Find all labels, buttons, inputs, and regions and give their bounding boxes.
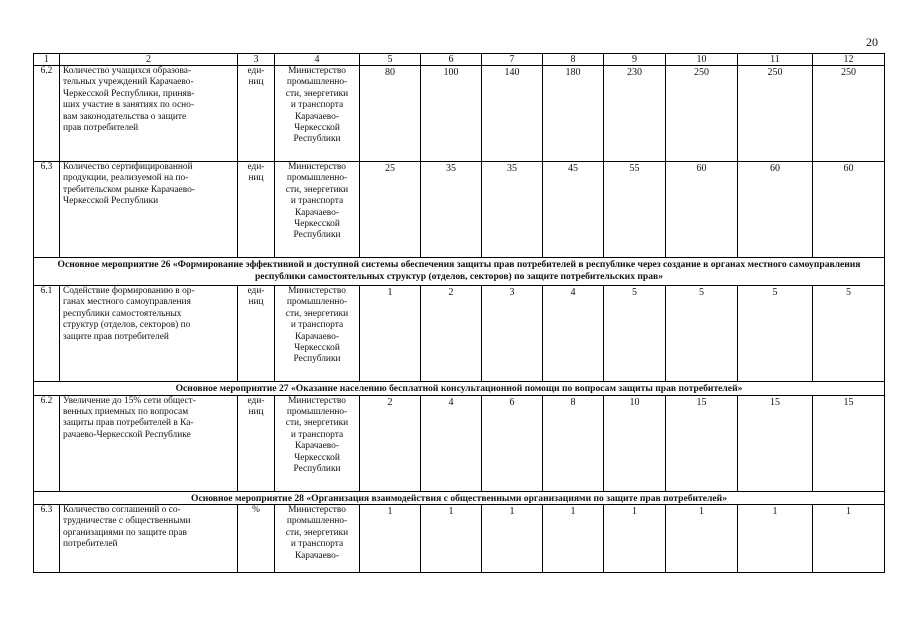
indicator-value: 250 xyxy=(738,66,813,162)
indicator-value: 180 xyxy=(543,66,604,162)
indicator-value: 4 xyxy=(543,286,604,382)
indicator-value: 1 xyxy=(543,505,604,573)
indicator-description: Количество соглашений о со- трудничестве с общественными организациями по защите прав потребителей xyxy=(60,505,238,573)
indicator-description: Количество учащихся образова- тельных учреждений Карачаево- Черкесской Республики, приняв- ших участие в занятиях по осно- вам законодательства о защите прав потребителей xyxy=(60,66,238,162)
responsible-body: Министерство промышленно- сти, энергетики и транспорта Карачаево- Черкесской Республики xyxy=(275,66,360,162)
indicator-value: 250 xyxy=(813,66,885,162)
unit-of-measure: еди- ниц xyxy=(238,66,275,162)
table-row xyxy=(34,286,885,382)
section-heading-row xyxy=(34,258,885,286)
column-number-cell: 10 xyxy=(666,54,738,66)
indicator-value: 5 xyxy=(604,286,666,382)
section-heading-row xyxy=(34,382,885,396)
indicator-value: 6 xyxy=(482,395,543,491)
indicator-value: 60 xyxy=(666,162,738,258)
item-number: 6.2 xyxy=(34,395,60,491)
item-number: 6.3 xyxy=(34,505,60,573)
indicator-value: 250 xyxy=(666,66,738,162)
column-number-cell: 11 xyxy=(738,54,813,66)
indicator-description: Содействие формированию в ор- ганах местного самоуправления республики самостоятельных структур (отделов, секторов) по защите прав потребителей xyxy=(60,286,238,382)
column-number-cell: 3 xyxy=(238,54,275,66)
table-row xyxy=(34,395,885,491)
indicator-value: 15 xyxy=(666,395,738,491)
section-heading: Основное мероприятие 28 «Организация взаимодействия с общественными организациями по защите прав потребителей» xyxy=(34,491,885,505)
indicator-value: 3 xyxy=(482,286,543,382)
item-number: 6.1 xyxy=(34,286,60,382)
column-number-cell: 8 xyxy=(543,54,604,66)
indicator-value: 1 xyxy=(738,505,813,573)
indicator-value: 80 xyxy=(360,66,421,162)
indicator-value: 60 xyxy=(813,162,885,258)
item-number: 6.3 xyxy=(34,162,60,258)
indicator-description: Количество сертифицированной продукции, реализуемой на по- требительском рынке Карачаево- Черкесской Республики xyxy=(60,162,238,258)
indicator-value: 140 xyxy=(482,66,543,162)
indicator-value: 1 xyxy=(360,505,421,573)
section-heading: Основное мероприятие 27 «Оказание населению бесплатной консультационной помощи по вопросам защиты прав потребителей» xyxy=(34,382,885,396)
unit-of-measure: % xyxy=(238,505,275,573)
table-row xyxy=(34,505,885,573)
indicator-value: 2 xyxy=(421,286,482,382)
indicator-value: 55 xyxy=(604,162,666,258)
responsible-body: Министерство промышленно- сти, энергетики и транспорта Карачаево- Черкесской Республики xyxy=(275,395,360,491)
column-number-cell: 12 xyxy=(813,54,885,66)
indicator-value: 1 xyxy=(666,505,738,573)
section-heading: Основное мероприятие 26 «Формирование эффективной и доступной системы обеспечения защиты прав потребителей в республике через создание в органах местного самоуправления республики самостоятельных структур (отделов, секторов) по защите потребительских прав» xyxy=(34,258,885,286)
indicator-description: Увеличение до 15% сети общест- венных приемных по вопросам защиты прав потребителей в Ка- рачаево-Черкесской Республике xyxy=(60,395,238,491)
indicators-table xyxy=(33,53,885,573)
indicator-value: 5 xyxy=(738,286,813,382)
table-row xyxy=(34,66,885,162)
indicator-value: 5 xyxy=(813,286,885,382)
unit-of-measure: еди- ниц xyxy=(238,286,275,382)
indicator-value: 8 xyxy=(543,395,604,491)
indicator-value: 1 xyxy=(604,505,666,573)
column-number-cell: 5 xyxy=(360,54,421,66)
indicator-value: 2 xyxy=(360,395,421,491)
page-number: 20 xyxy=(866,35,878,49)
item-number: 6.2 xyxy=(34,66,60,162)
column-number-cell: 4 xyxy=(275,54,360,66)
indicator-value: 4 xyxy=(421,395,482,491)
indicator-value: 35 xyxy=(482,162,543,258)
column-number-cell: 7 xyxy=(482,54,543,66)
indicator-value: 5 xyxy=(666,286,738,382)
responsible-body: Министерство промышленно- сти, энергетики и транспорта Карачаево- xyxy=(275,505,360,573)
column-number-row xyxy=(34,54,885,66)
indicator-value: 60 xyxy=(738,162,813,258)
indicator-value: 10 xyxy=(604,395,666,491)
indicator-value: 1 xyxy=(421,505,482,573)
indicator-value: 25 xyxy=(360,162,421,258)
indicator-value: 100 xyxy=(421,66,482,162)
responsible-body: Министерство промышленно- сти, энергетики и транспорта Карачаево- Черкесской Республики xyxy=(275,162,360,258)
indicator-value: 15 xyxy=(813,395,885,491)
column-number-cell: 1 xyxy=(34,54,60,66)
indicator-value: 230 xyxy=(604,66,666,162)
indicator-value: 1 xyxy=(360,286,421,382)
column-number-cell: 6 xyxy=(421,54,482,66)
indicator-value: 15 xyxy=(738,395,813,491)
column-number-cell: 9 xyxy=(604,54,666,66)
indicator-value: 35 xyxy=(421,162,482,258)
table-row xyxy=(34,162,885,258)
column-number-cell: 2 xyxy=(60,54,238,66)
indicator-value: 1 xyxy=(813,505,885,573)
indicator-value: 45 xyxy=(543,162,604,258)
unit-of-measure: еди- ниц xyxy=(238,395,275,491)
section-heading-row xyxy=(34,491,885,505)
indicator-value: 1 xyxy=(482,505,543,573)
responsible-body: Министерство промышленно- сти, энергетики и транспорта Карачаево- Черкесской Республики xyxy=(275,286,360,382)
unit-of-measure: еди- ниц xyxy=(238,162,275,258)
